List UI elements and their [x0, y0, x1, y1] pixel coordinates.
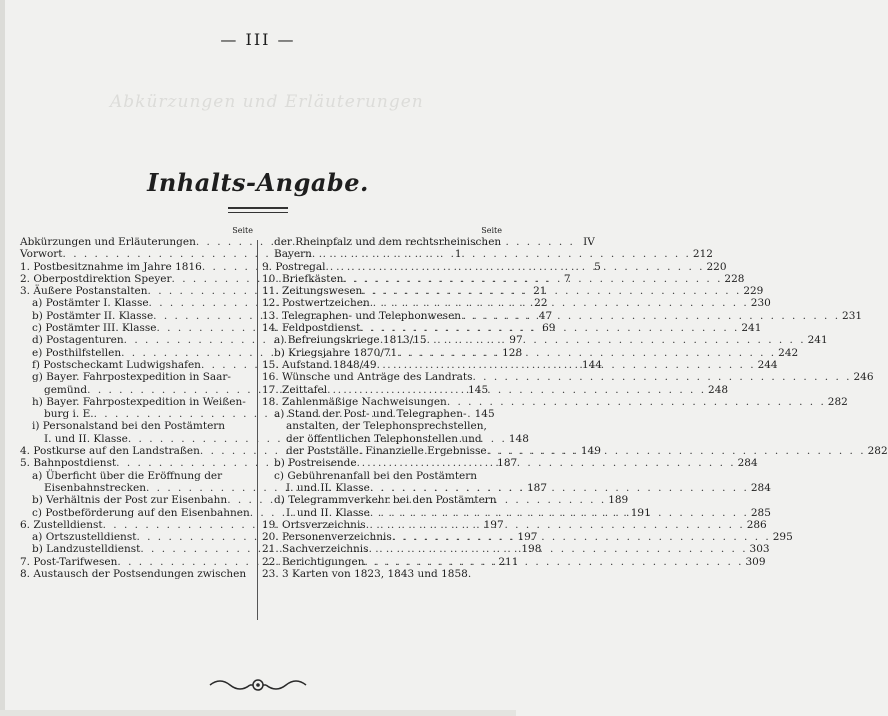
page-edge: [0, 0, 5, 716]
toc-entry-page: 5: [594, 260, 601, 273]
toc-entry-page: 145: [468, 383, 489, 396]
toc-entry-title: I. und II. Klasse: [286, 481, 370, 494]
toc-entry-page: 21: [533, 285, 547, 298]
toc-entry-title: 1. Postbesitznahme im Jahre 1816: [20, 260, 202, 273]
toc-entry-title: Vorwort: [20, 248, 63, 261]
toc-entry-page: 285: [750, 506, 771, 519]
leader-dots: [360, 322, 739, 334]
toc-entry-page: 309: [745, 555, 766, 568]
toc-entry-line: c) Gebührenanfall bei den Postämtern: [274, 469, 478, 482]
toc-entry: [262, 272, 745, 285]
toc-entry-page: 241: [741, 322, 762, 335]
toc-entry-page: 241: [807, 334, 828, 347]
leader-dots: [365, 556, 744, 568]
leader-dots: [327, 384, 706, 396]
toc-entry-page: 228: [724, 272, 745, 285]
toc-entry-page: 7: [563, 272, 571, 285]
toc-entry-title: Eisenbahnstrecken: [44, 481, 146, 494]
toc-entry-page: 212: [692, 248, 713, 261]
toc-entry-title: 20. Personenverzeichnis: [262, 531, 392, 544]
toc-entry-title: 15. Aufstand 1848/49: [262, 358, 377, 371]
toc-entry: [262, 260, 727, 273]
toc-entry-title: b) Kriegsjahre 1870/71: [274, 346, 398, 359]
toc-entry-line: 8. Austausch der Postsendungen zwischen: [20, 568, 247, 581]
toc-entry-line: a) Stand der Post- und Telegraphen-: [274, 408, 467, 421]
toc-entry-page: 187: [526, 481, 547, 494]
toc-entry-title: Abkürzungen und Erläuterungen: [20, 236, 196, 248]
toc-entry-page: 248: [708, 383, 729, 396]
seite-label: Seite: [481, 226, 502, 235]
ornament-icon: [208, 675, 308, 695]
page-title: Inhalts-Angabe.: [147, 168, 369, 197]
leader-dots: [357, 457, 736, 469]
toc-entry-title: b) Landzustelldienst: [32, 543, 141, 556]
toc-entry-line: 23. 3 Karten von 1823, 1843 und 1858.: [262, 568, 472, 581]
toc-entry-page: 284: [750, 481, 771, 494]
toc-entry-page: 231: [842, 309, 863, 322]
leader-dots: [427, 334, 806, 346]
toc-entry-title: 22. Berichtigungen: [262, 555, 365, 568]
toc-entry-page: 282: [867, 445, 888, 458]
toc-entry-title: 6. Zustelldienst: [20, 518, 103, 531]
toc-entry-line: g) Bayer. Fahrpostexpedition in Saar-: [32, 371, 231, 384]
toc-entry-page: 189: [608, 494, 629, 507]
toc-entry: [262, 248, 713, 261]
toc-entry-title: I. und II. Klasse: [44, 432, 128, 445]
toc-entry: [262, 395, 848, 408]
leader-dots: [370, 482, 749, 494]
toc-entry-page: 282: [827, 395, 848, 408]
toc-entry-title: 11. Zeitungswesen: [262, 285, 363, 298]
toc-entry-page: 47: [538, 309, 553, 322]
toc-entry-page: 128: [502, 346, 523, 359]
toc-entry-title: 21. Sachverzeichnis: [262, 543, 369, 556]
toc-entry-line: d) Telegrammverkehr bei den Postämtern: [274, 494, 497, 507]
toc-entry-page: IV: [583, 236, 595, 248]
toc-entry-title: I. und II. Klasse: [286, 506, 370, 519]
toc-entry-title: d) Postagenturen: [32, 334, 124, 347]
toc-entry-title: 17. Zeittafel: [262, 383, 328, 396]
toc-entry-page: 69: [542, 322, 556, 335]
toc-entry-page: 246: [853, 371, 874, 384]
leader-dots: [370, 297, 749, 309]
leader-dots: [326, 261, 705, 273]
leader-dots: [366, 519, 745, 531]
toc-entry-title: b) Postreisende: [274, 457, 357, 470]
toc-entry: [262, 383, 729, 396]
toc-entry-title: Bayern: [274, 248, 312, 261]
toc-entry-page: 230: [750, 297, 771, 310]
toc-entry-title: 12. Postwertzeichen: [262, 297, 370, 310]
toc-entry-title: c) Postbeförderung auf den Eisenbahnen: [32, 506, 250, 519]
toc-entry-page: 187: [497, 457, 518, 470]
leader-dots: [392, 531, 771, 543]
leader-dots: [472, 371, 851, 383]
toc-entry-title: 4. Postkurse auf den Landstraßen: [20, 445, 200, 458]
page-number: — III —: [220, 30, 296, 49]
toc-entry-title: c) Postämter III. Klasse: [32, 322, 157, 335]
toc-entry-page: 145: [474, 408, 495, 421]
leader-dots: [461, 310, 840, 322]
toc-entry-page: 244: [757, 358, 778, 371]
toc-entry-page: 303: [749, 543, 770, 556]
toc-entry-page: 1: [454, 248, 462, 261]
toc-entry-page: 286: [746, 518, 767, 531]
toc-entry-page: 22: [534, 297, 548, 310]
toc-entry-title: der Postställe. Finanzielle Ergebnisse: [286, 445, 487, 458]
toc-entry-title: 3. Äußere Postanstalten: [20, 285, 148, 298]
toc-entry: [262, 518, 767, 531]
title-rule: [228, 207, 288, 213]
column-divider: [257, 240, 258, 620]
toc-entry-line: der Rheinpfalz und dem rechtsrheinischen: [274, 236, 502, 248]
toc-entry-page: 191: [630, 506, 651, 519]
toc-entry-title: a) Ortszustelldienst: [32, 531, 137, 544]
toc-entry-title: gemünd: [44, 383, 88, 396]
toc-entry-page: 144: [581, 358, 602, 371]
toc-entry-page: 197: [517, 531, 538, 544]
seite-label: Seite: [232, 226, 253, 235]
toc-entry-page: 242: [778, 346, 799, 359]
toc-entry-page: 197: [483, 518, 504, 531]
leader-dots: [397, 347, 776, 359]
toc-entry-line: der öffentlichen Telephonstellen und: [286, 432, 482, 445]
toc-entry-title: a) Postämter I. Klasse: [32, 297, 149, 310]
toc-entry-page: 284: [737, 457, 758, 470]
toc-entry-title: 16. Wünsche und Anträge des Landrats: [262, 371, 473, 384]
page-edge-bottom: [0, 710, 516, 716]
toc-entry-title: 9. Postregal: [262, 260, 326, 273]
toc-entry-title: b) Verhältnis der Post zur Eisenbahn: [32, 494, 228, 507]
toc-entry-title: 18. Zahlenmäßige Nachweisungen: [262, 395, 447, 408]
leader-dots: [362, 285, 741, 297]
leader-dots: [447, 396, 826, 408]
toc-entry-title: burg i. E.: [44, 408, 94, 421]
toc-entry-page: 97: [509, 334, 523, 347]
toc-entry-page: 148: [508, 432, 529, 445]
toc-entry-page: 149: [580, 445, 601, 458]
toc-entry-line: i) Personalstand bei den Postämtern: [32, 420, 226, 433]
leader-dots: [487, 445, 866, 457]
toc-entry-page: 211: [498, 555, 519, 568]
leader-dots: [343, 273, 722, 285]
toc-entry-title: f) Postscheckamt Ludwigshafen: [32, 358, 201, 371]
toc-entry-title: 7. Post-Tarifwesen: [20, 555, 118, 568]
leader-dots: [369, 543, 748, 555]
toc-entry-title: 5. Bahnpostdienst: [20, 457, 117, 470]
toc-entry: [262, 371, 874, 384]
leader-dots: [377, 359, 756, 371]
toc-entry-title: b) Postämter II. Klasse: [32, 309, 154, 322]
bleed-through-text: Abkürzungen und Erläuterungen: [110, 92, 424, 112]
toc-entry-line: a) Überficht über die Eröffnung der: [32, 469, 223, 482]
toc-entry-line: h) Bayer. Fahrpostexpedition in Weißen-: [32, 395, 246, 408]
toc-entry-title: 10. Briefkästen: [262, 272, 344, 285]
toc-entry-title: 14. Feldpostdienst: [262, 322, 361, 335]
leader-dots: [312, 248, 691, 260]
toc-entry-page: 198: [521, 543, 542, 556]
toc-entry-title: a) Befreiungskriege 1813/15: [274, 334, 427, 347]
toc-entry-title: 2. Oberpostdirektion Speyer: [20, 272, 172, 285]
toc-entry-line: anstalten, der Telephonsprechstellen,: [286, 420, 487, 433]
toc-entry-title: 13. Telegraphen- und Telephonwesen: [262, 309, 462, 322]
toc-entry-page: 220: [706, 260, 727, 273]
toc-entry-title: e) Posthilfstellen: [32, 346, 122, 359]
toc-entry-page: 295: [772, 531, 793, 544]
toc-entry-title: 19. Ortsverzeichnis: [262, 518, 366, 531]
toc-entry-page: 229: [743, 285, 764, 298]
leader-dots: [370, 507, 749, 519]
